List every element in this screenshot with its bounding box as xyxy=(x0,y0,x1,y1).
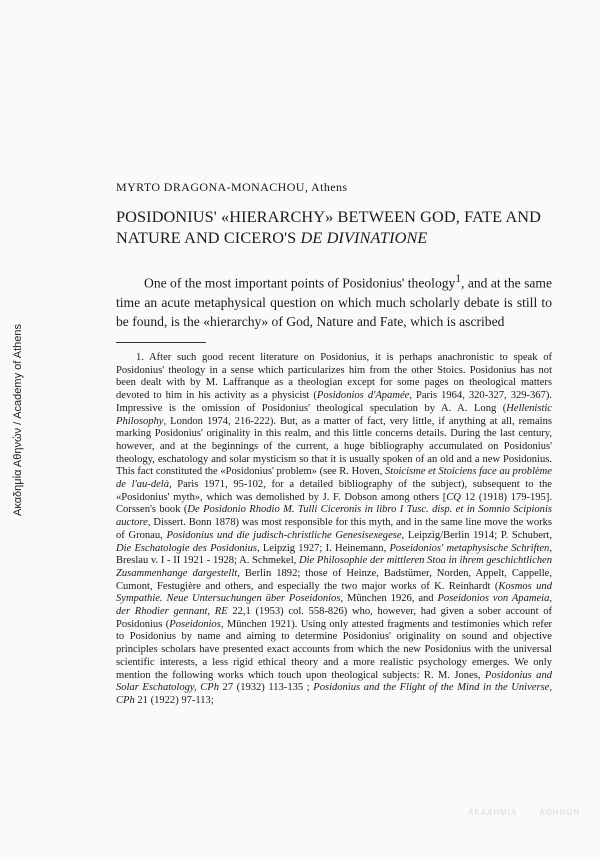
side-label: Ακαδημία Αθηνών / Academy of Athens xyxy=(12,323,24,517)
fn-italic: CQ xyxy=(446,491,461,503)
fn-italic: Die Philosophie der mittleren Stoa in ihrem geschichtlichen Zusammenhange dargestellt xyxy=(116,555,552,579)
fn-text: 22,1 (1953) col. 558-826) who, however, had given a sober account of Posidonius ( xyxy=(116,606,553,630)
fn-text: , Dissert. Bonn 1878) was most responsible for this myth, and in the same line move the works of Gronau, xyxy=(116,517,552,541)
fn-italic: Poseidonios' metaphysische Schriften xyxy=(389,542,550,554)
fn-italic: Poseidonios xyxy=(169,618,221,630)
fn-text: , Breslau v. I - II 1921 - 1928; A. Schmekel, xyxy=(116,542,552,567)
fn-text: 12 (1918) 179-195]. Corssen's book ( xyxy=(116,491,552,516)
fn-text: , Berlin 1892; those of Heinze, Badstümer, Norden, Appelt, Cappelle, Cumont, Festugière and others, and especially the two major works of K. Reinhardt ( xyxy=(116,567,552,592)
fn-text: 21 (1922) 97-113; xyxy=(134,694,214,706)
author-place: Athens xyxy=(311,180,348,194)
fn-text: , München 1926, and xyxy=(340,593,438,605)
fn-italic: Poseidonios von Apameia, der Rhodier gennant, RE xyxy=(116,593,552,618)
footnote xyxy=(116,352,552,708)
fn-italic: Posidonius and the Flight of the Mind in the Universe, CPh xyxy=(116,682,553,706)
fn-text: 27 (1932) 113-135 ; xyxy=(218,682,314,694)
fn-italic: Hellenistic Philosophy xyxy=(116,402,552,427)
fn-italic: Posidonius und die judisch-christliche Genesisexegese xyxy=(166,529,402,541)
fn-text: , Paris 1964, 320-327, 329-367). Impressive is the omission of Posidonius' theological speculation by A. A. Long ( xyxy=(116,390,553,414)
author-name: MYRTO DRAGONA-MONACHOU, xyxy=(116,180,309,194)
watermark-left: ΑΚΑΔΗΜΙΑ xyxy=(468,808,518,817)
body-paragraph xyxy=(116,270,552,331)
fn-text: , London 1974, 216-222). But, as a matter of fact, very little, if anything at all, remains marking Posidonius' originality in this realm, and this little concerns details. During the last century, however, and at the beginnings of the current, a huge bibliography accumulated on Posidonius' theology, eschatology and solar mysticism so that it is usually spoken of an old and a new Posidonius. This fact constituted the «Posidonius' problem» (see R. Hoven, xyxy=(116,415,552,478)
title-italic: DE DIVINATIONE xyxy=(300,228,428,247)
fn-italic: Kosmos und Sympathie. Neue Untersuchungen über Poseidonios xyxy=(116,580,552,605)
fn-text: , Leipzig 1927; I. Heinemann, xyxy=(256,542,390,554)
fn-italic: Posidonios d'Apamée xyxy=(316,390,410,402)
fn-italic: Die Eschatologie des Posidonius xyxy=(116,542,257,554)
fn-italic: Stoicisme et Stoiciens face au problème de l'au-delà xyxy=(116,466,552,491)
fn-text: 1. After such good recent literature on Posidonius, it is perhaps anachronistic to speak of Posidonius' theology in a sense which particularizes him from the other Stoics. Posidonius has not been dealt with by M. Laffranque as a theologian except for some pages on theological matters devoted to him in his activity as a physicist ( xyxy=(116,352,552,402)
fn-text: , München 1921). Using only attested fragments and testimonies which refer to Posidonius by name and aiming to determine Posidonius' originality on sound and objective principles scholars have presented exact accounts from which the new Posidonius with the universal scientific interests, a less rigid ethical theory and a more realistic psychology emerges. We only mention the following works which touch upon theological subjects: R. M. Jones, xyxy=(116,618,553,681)
body-text-a: One of the most important points of Posidonius' theology xyxy=(144,275,456,291)
author-line xyxy=(116,180,347,195)
footnote-rule xyxy=(116,342,206,343)
body-text-b: , and at the same time an acute metaphysical question on which much scholarly debate is still to be found, is the «hierarchy» of God, Nature and Fate, which is ascribed xyxy=(116,275,552,329)
paper-title xyxy=(116,206,556,248)
watermark-right: ΑΘΗΝΩΝ xyxy=(539,808,581,817)
fn-text: , Paris 1971, 95-102, for a detailed bibliography of the subject), subsequent to the «Posidonius' myth», which was demolished by J. F. Dobson among others [ xyxy=(116,479,552,503)
fn-italic: Posidonius and Solar Eschatology, CPh xyxy=(116,669,552,694)
footnote-ref: 1 xyxy=(455,273,462,285)
title-main: POSIDONIUS' «HIERARCHY» BETWEEN GOD, FATE AND NATURE AND CICERO'S xyxy=(116,207,542,247)
fn-text: , Leipzig/Berlin 1914; P. Schubert, xyxy=(401,529,552,541)
fn-italic: De Posidonio Rhodio M. Tulli Ciceronis in libro I Tusc. disp. et in Somnio Scipionis auctore xyxy=(116,504,552,529)
watermark xyxy=(468,808,580,817)
